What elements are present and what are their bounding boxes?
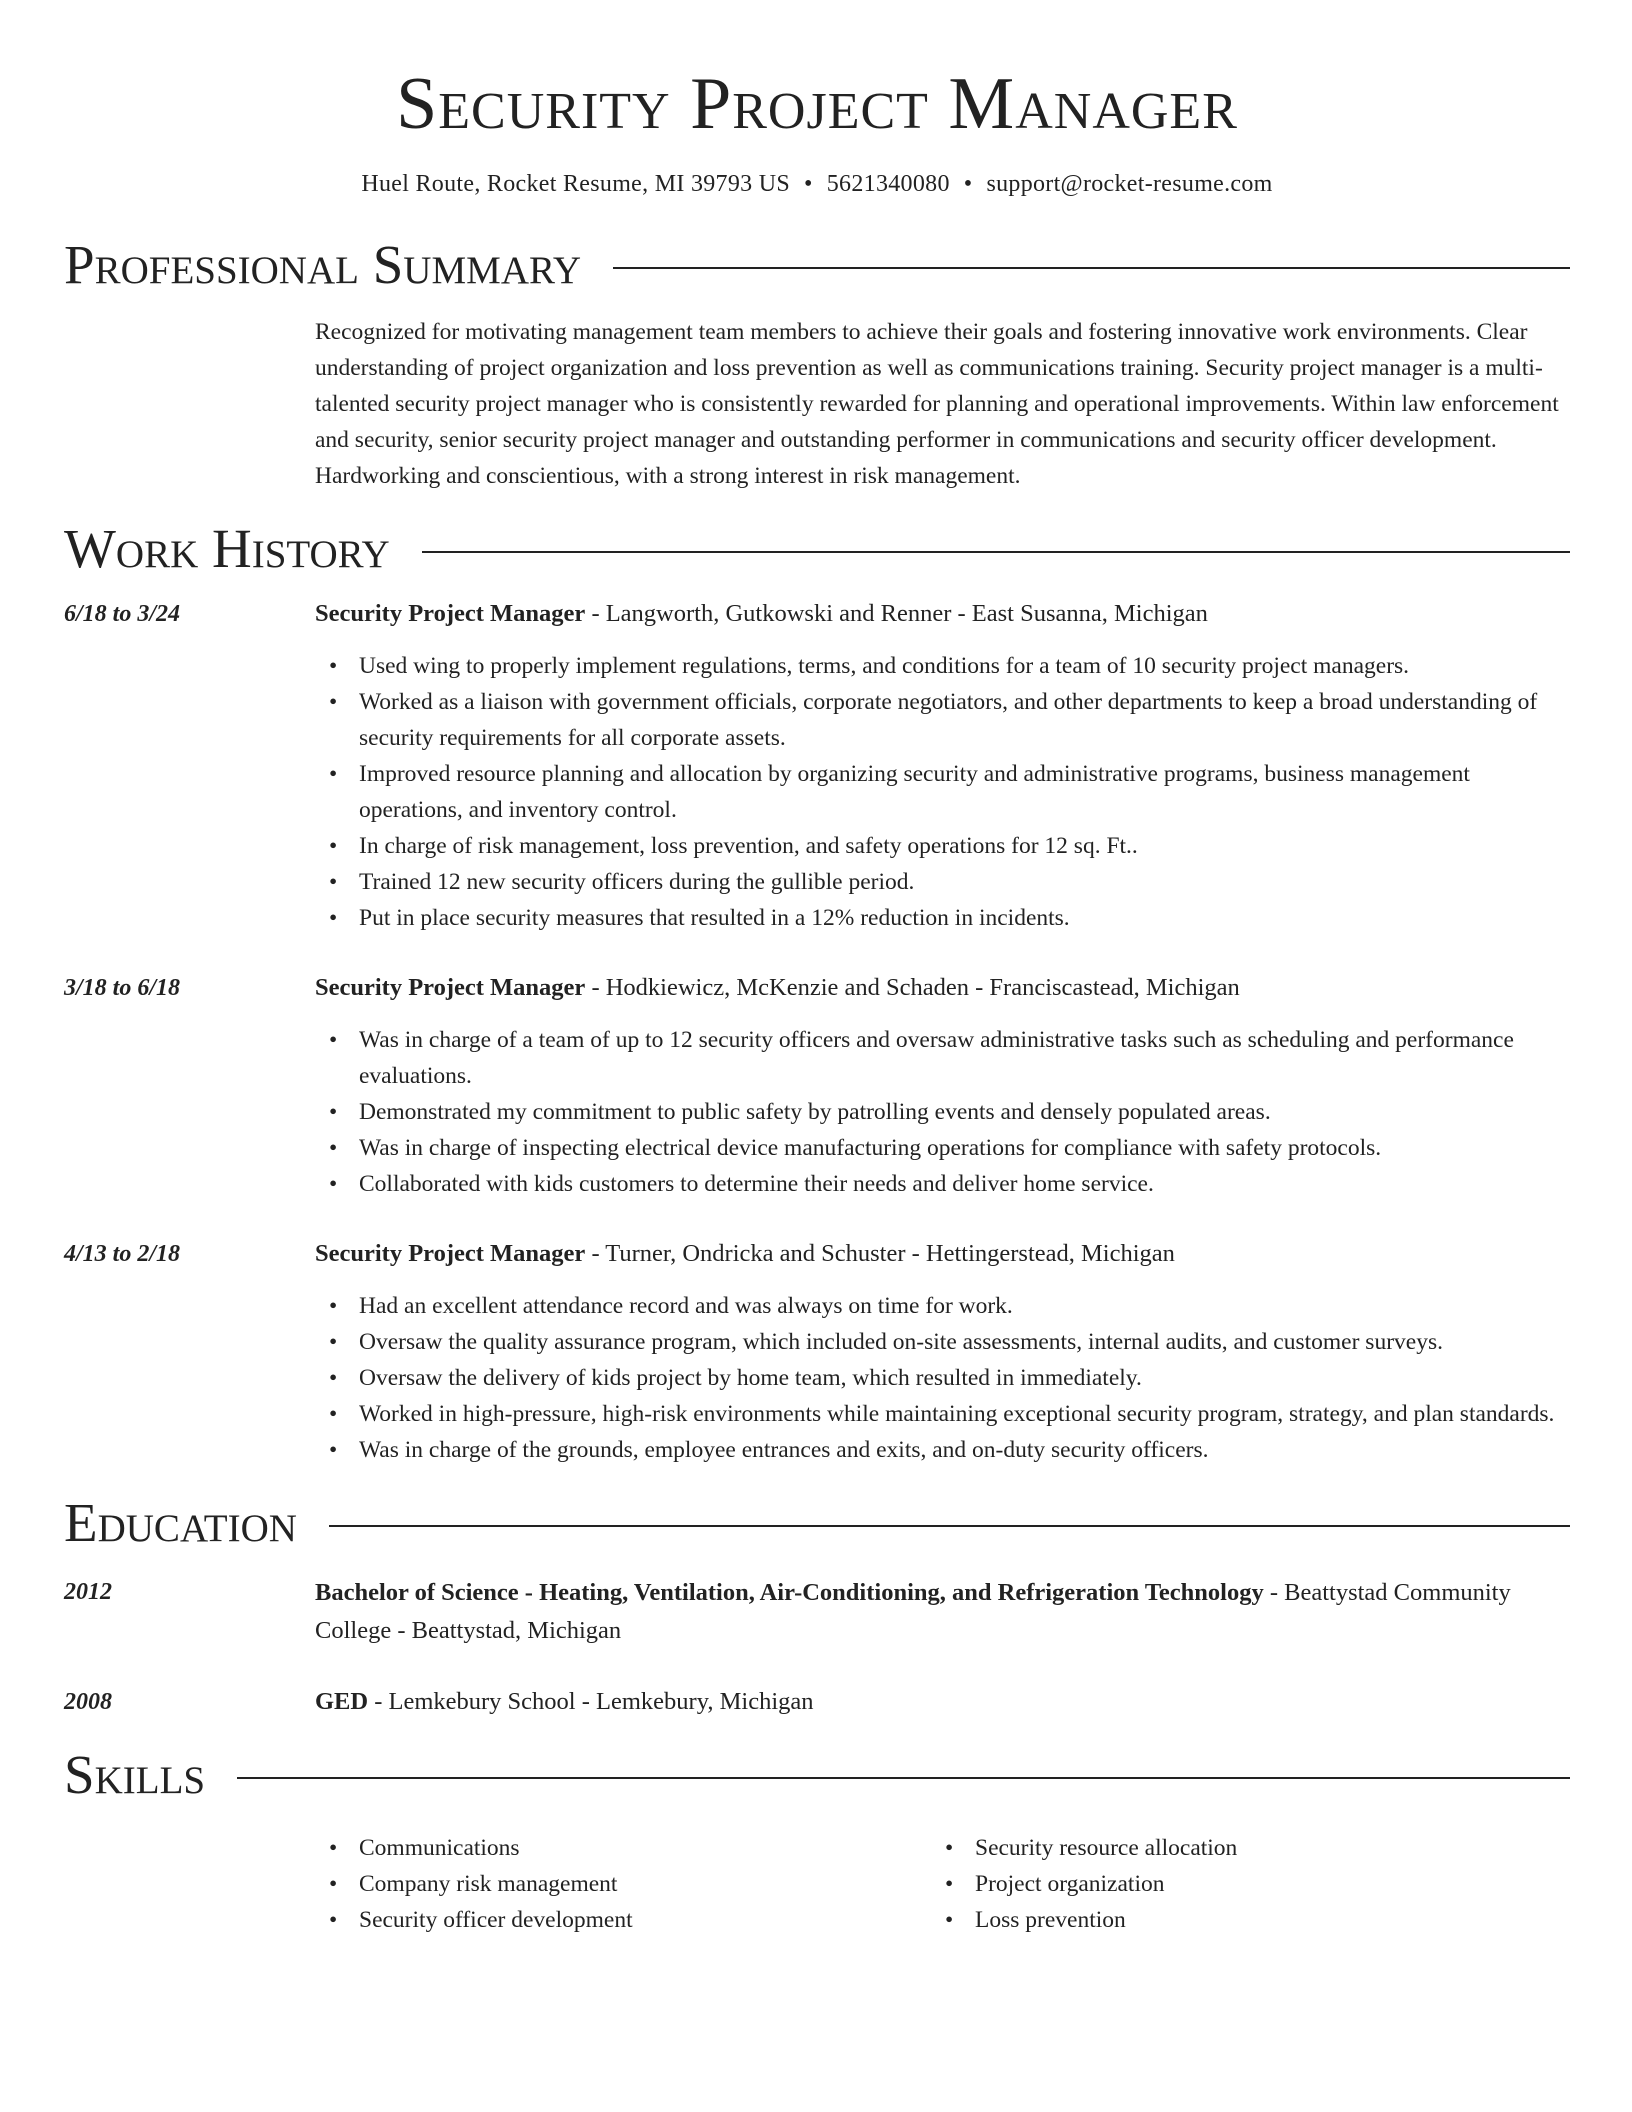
skill-item: • Company risk management bbox=[315, 1866, 931, 1902]
skill-item: • Security officer development bbox=[315, 1902, 931, 1938]
job-title-line bbox=[315, 970, 1570, 1006]
list-item: • Oversaw the delivery of kids project by home team, which resulted in immediately. bbox=[315, 1360, 1570, 1396]
section-heading-skills bbox=[64, 1742, 1570, 1808]
section-rule bbox=[422, 551, 1570, 553]
job-company: - Langworth, Gutkowski and Renner - East Susanna, Michigan bbox=[585, 600, 1208, 627]
skill-item: • Loss prevention bbox=[931, 1902, 1547, 1938]
job-company: - Turner, Ondricka and Schuster - Hettingerstead, Michigan bbox=[585, 1240, 1175, 1267]
job-entry bbox=[64, 596, 1570, 936]
list-item: • Was in charge of inspecting electrical device manufacturing operations for compliance with safety protocols. bbox=[315, 1130, 1570, 1166]
job-dates: 4/13 to 2/18 bbox=[64, 1241, 181, 1267]
list-item: • Worked in high-pressure, high-risk environments while maintaining exceptional security program, strategy, and plan standards. bbox=[315, 1396, 1570, 1432]
education-year: 2012 bbox=[64, 1579, 112, 1605]
job-company: - Hodkiewicz, McKenzie and Schaden - Franciscastead, Michigan bbox=[585, 974, 1240, 1001]
job-bullets bbox=[315, 648, 1570, 936]
job-title: Security Project Manager bbox=[315, 600, 586, 627]
education-entry bbox=[64, 1574, 1570, 1650]
list-item: • Had an excellent attendance record and was always on time for work. bbox=[315, 1288, 1570, 1324]
job-title: Security Project Manager bbox=[315, 1240, 586, 1267]
list-item: • Trained 12 new security officers during the gullible period. bbox=[315, 864, 1570, 900]
education-degree: Bachelor of Science - Heating, Ventilation, Air-Conditioning, and Refrigeration Technology bbox=[315, 1579, 1264, 1606]
job-title: Security Project Manager bbox=[315, 974, 586, 1001]
job-bullets bbox=[315, 1022, 1570, 1202]
list-item: • Worked as a liaison with government officials, corporate negotiators, and other departments to keep a broad understanding of security requirements for all corporate assets. bbox=[315, 684, 1570, 756]
summary-row bbox=[64, 314, 1570, 494]
list-item: • Improved resource planning and allocation by organizing security and administrative programs, business management operations, and inventory control. bbox=[315, 756, 1570, 828]
list-item: • Was in charge of the grounds, employee entrances and exits, and on-duty security officers. bbox=[315, 1432, 1570, 1468]
section-rule bbox=[329, 1525, 1570, 1527]
contact-address: Huel Route, Rocket Resume, MI 39793 US bbox=[361, 171, 791, 197]
contact-separator: • bbox=[804, 171, 813, 197]
skills-row bbox=[64, 1830, 1570, 1938]
list-item: • In charge of risk management, loss prevention, and safety operations for 12 sq. Ft.. bbox=[315, 828, 1570, 864]
job-title-line bbox=[315, 596, 1570, 632]
list-item: • Oversaw the quality assurance program, which included on-site assessments, internal audits, and customer surveys. bbox=[315, 1324, 1570, 1360]
section-title: Work History bbox=[64, 518, 390, 579]
skill-item: • Communications bbox=[315, 1830, 931, 1866]
skills-grid bbox=[315, 1830, 1570, 1938]
contact-line bbox=[64, 168, 1570, 200]
skills-list-left bbox=[315, 1830, 931, 1938]
education-entry bbox=[64, 1684, 1570, 1720]
resume-name: Security Project Manager bbox=[396, 63, 1238, 145]
job-entry bbox=[64, 970, 1570, 1202]
job-entry bbox=[64, 1236, 1570, 1468]
job-bullets bbox=[315, 1288, 1570, 1468]
resume-page bbox=[64, 0, 1570, 1938]
skill-item: • Security resource allocation bbox=[931, 1830, 1547, 1866]
section-heading-summary bbox=[64, 232, 1570, 298]
skills-list-right bbox=[931, 1830, 1547, 1938]
education-degree: GED bbox=[315, 1688, 369, 1715]
education-school: - Beattystad Community College - Beattystad, Michigan bbox=[315, 1579, 1511, 1644]
section-rule bbox=[613, 267, 1570, 269]
list-item: • Used wing to properly implement regulations, terms, and conditions for a team of 10 security project managers. bbox=[315, 648, 1570, 684]
education-year: 2008 bbox=[64, 1689, 112, 1715]
list-item: • Put in place security measures that resulted in a 12% reduction in incidents. bbox=[315, 900, 1570, 936]
job-dates: 3/18 to 6/18 bbox=[64, 975, 181, 1001]
list-item: • Demonstrated my commitment to public safety by patrolling events and densely populated areas. bbox=[315, 1094, 1570, 1130]
section-title: Education bbox=[64, 1492, 297, 1553]
section-title: Skills bbox=[64, 1744, 206, 1805]
list-item: • Was in charge of a team of up to 12 security officers and oversaw administrative tasks such as scheduling and performance evaluations. bbox=[315, 1022, 1570, 1094]
skill-item: • Project organization bbox=[931, 1866, 1547, 1902]
contact-separator: • bbox=[963, 171, 973, 197]
contact-email: support@rocket-resume.com bbox=[986, 171, 1273, 197]
section-heading-work bbox=[64, 516, 1570, 582]
job-dates: 6/18 to 3/24 bbox=[64, 601, 181, 627]
section-title: Professional Summary bbox=[64, 234, 582, 295]
list-item: • Collaborated with kids customers to determine their needs and deliver home service. bbox=[315, 1166, 1570, 1202]
education-detail bbox=[315, 1684, 1570, 1720]
job-title-line bbox=[315, 1236, 1570, 1272]
section-rule bbox=[237, 1777, 1570, 1779]
contact-phone: 5621340080 bbox=[826, 171, 950, 197]
summary-text: Recognized for motivating management team members to achieve their goals and fostering innovative work environments. Clear understanding of project organization and loss prevention as well as communications training. Security project manager is a multi-talented security project manager who is consistently rewarded for planning and operational improvements. Within law enforcement and security, senior security project manager and outstanding performer in communications and security officer development. Hardworking and conscientious, with a strong interest in risk management. bbox=[315, 319, 1559, 489]
education-detail bbox=[315, 1574, 1570, 1650]
education-school: - Lemkebury School - Lemkebury, Michigan bbox=[368, 1688, 814, 1715]
section-heading-education bbox=[64, 1490, 1570, 1556]
